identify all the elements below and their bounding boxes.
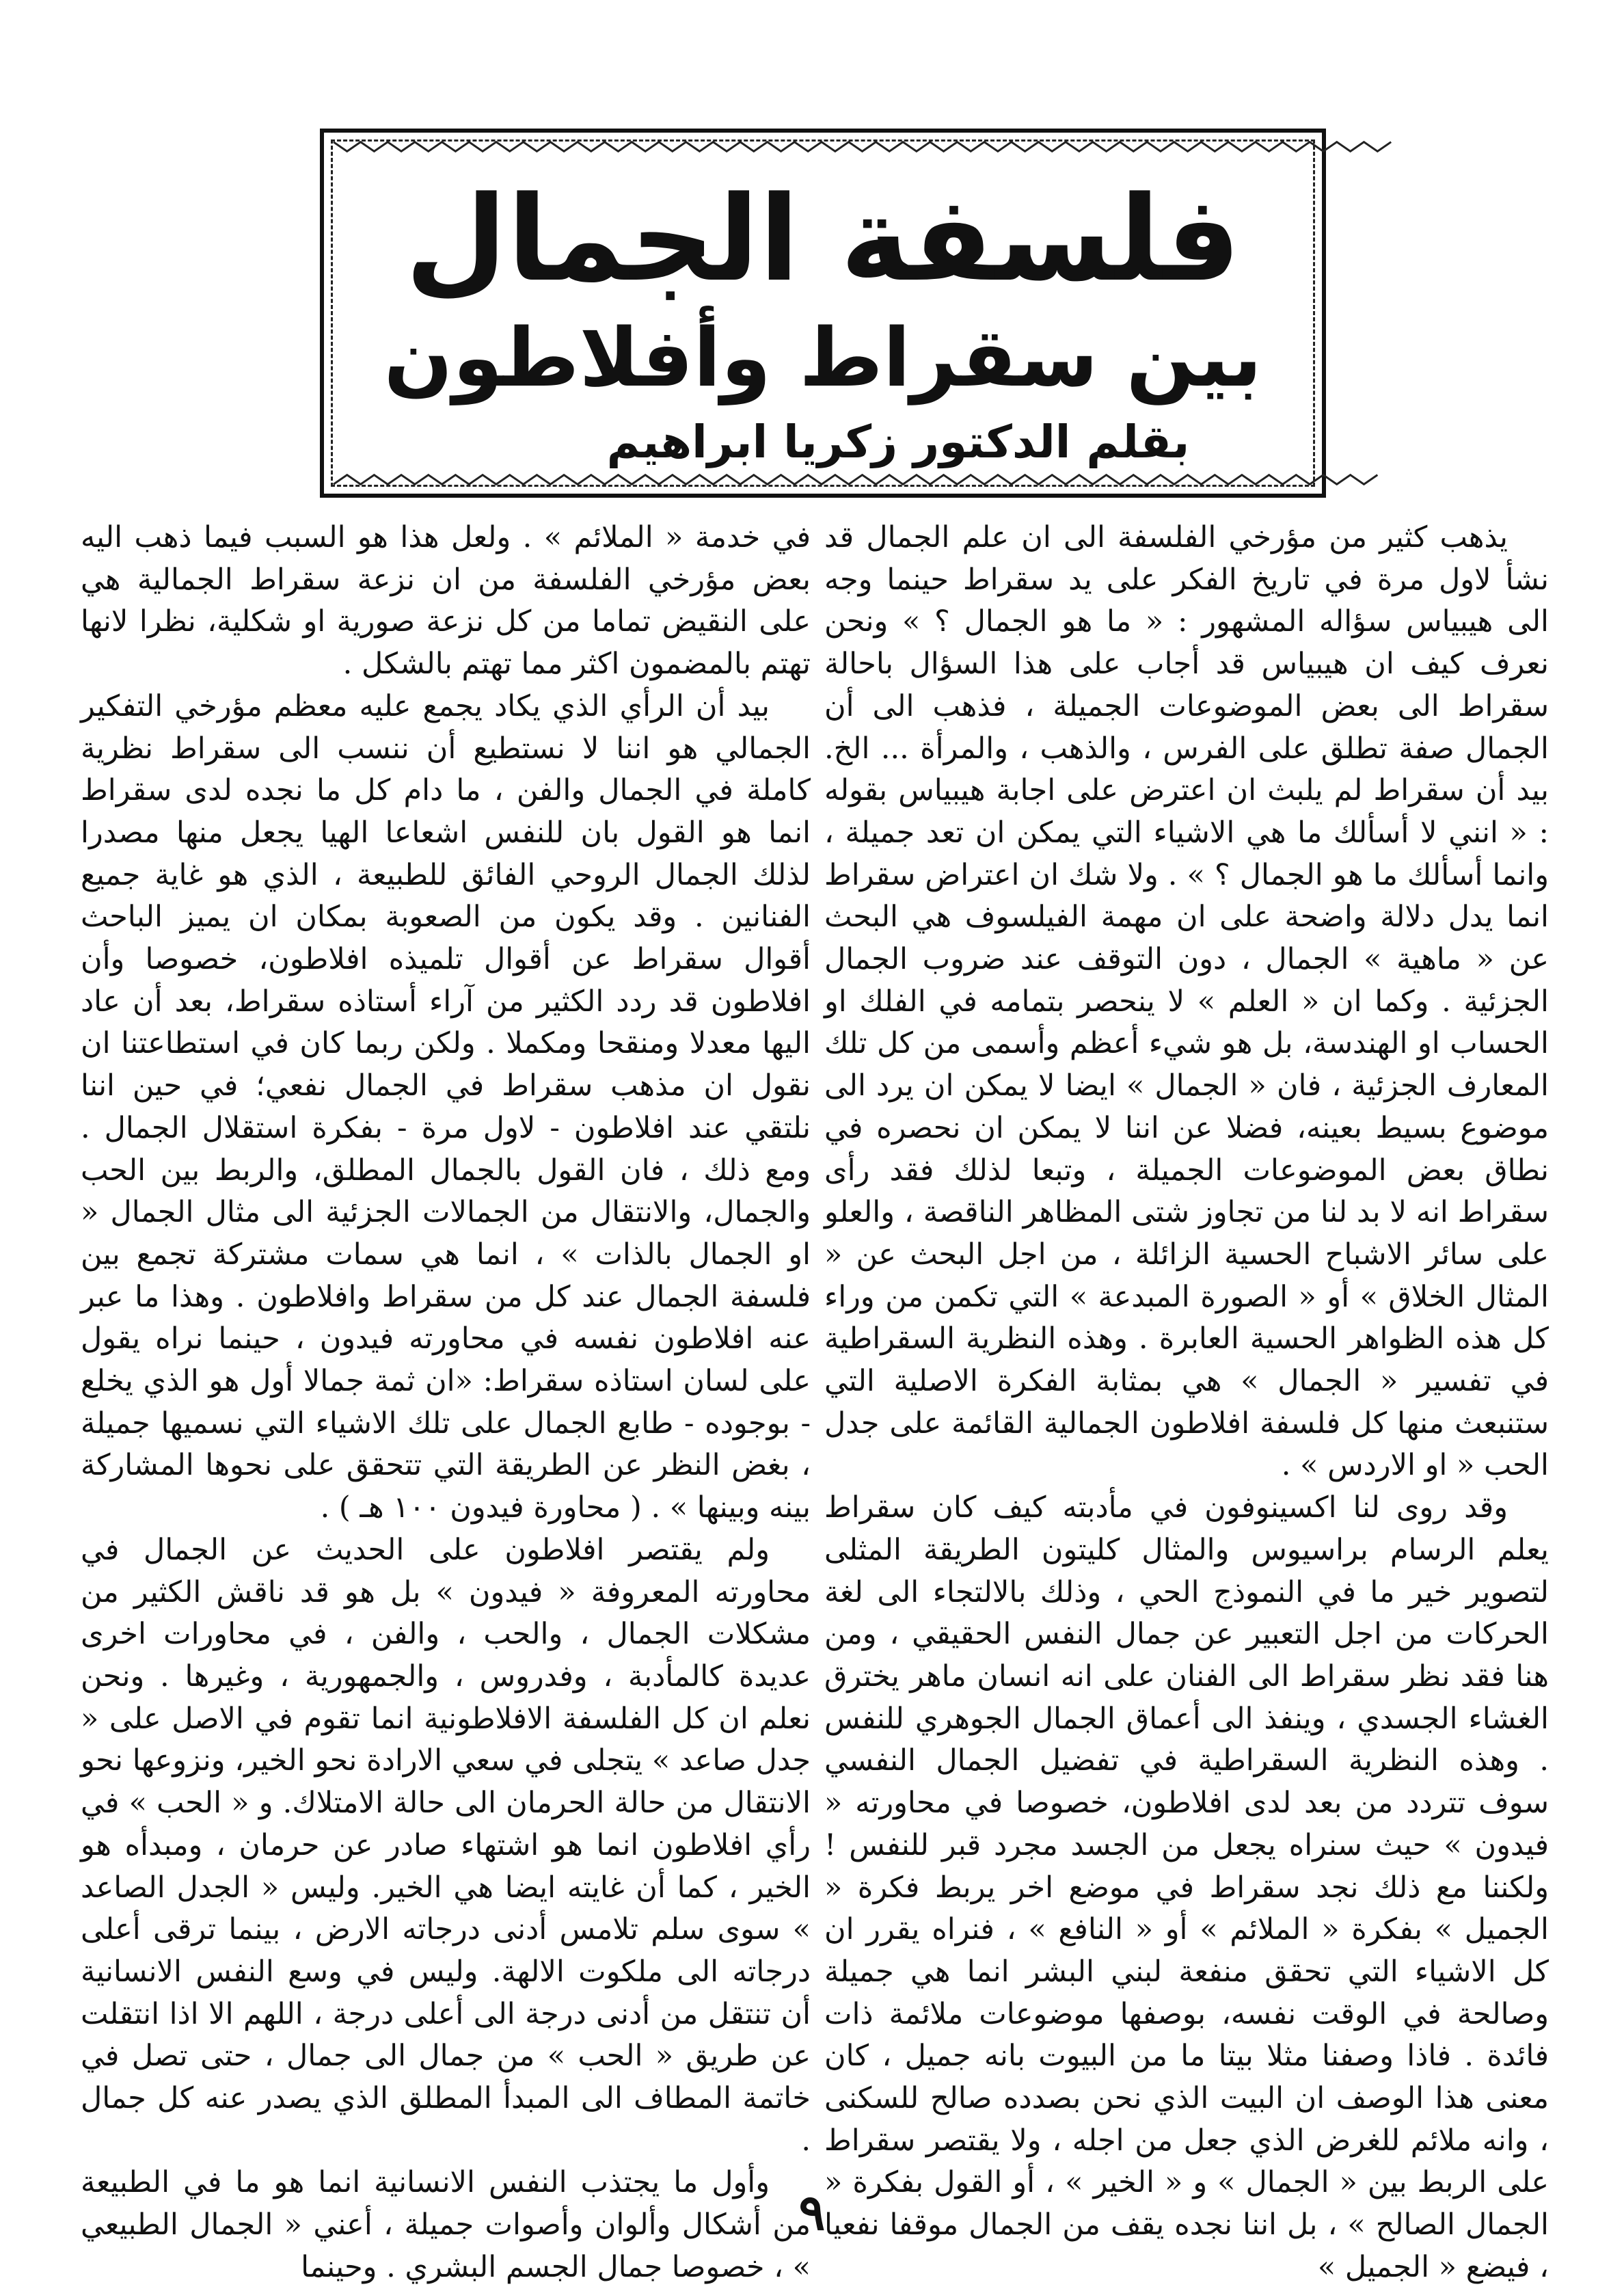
paragraph: وقد روى لنا اكسينوفون في مأدبته كيف كان سقراط يعلم الرسام براسيوس والمثال كليتون الطريقة المثلى لتصوير خير ما في النموذج الحي ، وذلك بالالتجاء الى لغة الحركات من اجل التعبير عن جمال النفس الحقيقي ، ومن هنا فقد نظر سقراط الى الفنان على انه انسان ماهر يخترق الغشاء الجسدي ، وينفذ الى أعماق الجمال الجوهري للنفس . وهذه النظرية السقراطية في تفضيل الجمال النفسي سوف تتردد من بعد لدى افلاطون، خصوصا في محاورته « فيدون » حيث سنراه يجعل من الجسد مجرد قبر للنفس ! ولكننا مع ذلك نجد سقراط في موضع اخر يربط فكرة « الجميل » بفكرة « الملائم » أو « النافع » ، فنراه يقرر ان كل الاشياء التي تحقق منفعة لبني البشر انما هي جميلة وصالحة في الوقت نفسه، بوصفها موضوعات ملائمة ذات فائدة . فاذا وصفنا مثلا بيتا ما من البيوت بانه جميل ، كان معنى هذا الوصف ان البيت الذي نحن بصدده صالح للسكنى ، وانه ملائم للغرض الذي جعل من اجله ، ولا يقتصر سقراط على الربط بين « الجمال » و « الخير » ، أو القول بفكرة « الجمال الصالح » ، بل اننا نجده يقف من الجمال موقفا نفعيا ، فيضع « الجميل » bbox=[824, 1490, 1549, 2284]
paragraph: في خدمة « الملائم » . ولعل هذا هو السبب فيما ذهب اليه بعض مؤرخي الفلسفة من ان نزعة سقراط الجمالية هي على النقيض تماما من كل نزعة صورية او شكلية، نظرا لانها تهتم بالمضمون اكثر مما تهتم بالشكل . bbox=[81, 520, 811, 682]
paragraph: يذهب كثير من مؤرخي الفلسفة الى ان علم الجمال قد نشأ لاول مرة في تاريخ الفكر على يد سقراط حينما وجه الى هيبياس سؤاله المشهور : « ما هو الجمال ؟ » ونحن نعرف كيف ان هيبياس قد أجاب على هذا السؤال باحالة سقراط الى بعض الموضوعات الجميلة ، فذهب الى أن الجمال صفة تطلق على الفرس ، والذهب ، والمرأة ... الخ. بيد أن سقراط لم يلبث ان اعترض على اجابة هيبياس بقوله : « انني لا أسألك ما هي الاشياء التي يمكن ان تعد جميلة ، وانما أسألك ما هو الجمال ؟ » . ولا شك ان اعتراض سقراط انما يدل دلالة واضحة على ان مهمة الفيلسوف هي البحث عن « ماهية » الجمال ، دون التوقف عند ضروب الجمال الجزئية . وكما ان « العلم » لا ينحصر بتمامه في الفلك او الحساب او الهندسة، بل هو شيء أعظم وأسمى من كل تلك المعارف الجزئية ، فان « الجمال » ايضا لا يمكن ان يرد الى موضوع بسيط بعينه، فضلا عن اننا لا يمكن ان نحصره في نطاق بعض الموضوعات الجميلة ، وتبعا لذلك فقد رأى سقراط انه لا بد لنا من تجاوز شتى المظاهر الناقصة ، والعلو على سائر الاشباح الحسية الزائلة ، من اجل البحث عن « المثال الخلاق » أو « الصورة المبدعة » التي تكمن من وراء كل هذه الظواهر الحسية العابرة . وهذه النظرية السقراطية في تفسير « الجمال » هي بمثابة الفكرة الاصلية التي ستنبعث منها كل فلسفة افلاطون الجمالية القائمة على جدل الحب « او الاردس » . bbox=[824, 520, 1549, 1483]
page-number: ٩ bbox=[798, 2183, 826, 2241]
title-frame bbox=[320, 129, 1326, 498]
text-column-left bbox=[81, 517, 811, 2284]
paragraph: وأول ما يجتذب النفس الانسانية انما هو ما في الطبيعة من أشكال وألوان وأصوات جميلة ، أعني « الجمال الطبيعي » ، خصوصا جمال الجسم البشري . وحينما bbox=[81, 2165, 811, 2284]
article-subtitle: بين سقراط وأفلاطون bbox=[383, 310, 1262, 405]
paragraph: بيد أن الرأي الذي يكاد يجمع عليه معظم مؤرخي التفكير الجمالي هو اننا لا نستطيع أن ننسب الى سقراط نظرية كاملة في الجمال والفن ، ما دام كل ما نجده لدى سقراط انما هو القول بان للنفس اشعاعا الهيا يجعل منها مصدرا لذلك الجمال الروحي الفائق للطبيعة ، الذي هو غاية جميع الفنانين . وقد يكون من الصعوبة بمكان ان يميز الباحث أقوال سقراط عن أقوال تلميذه افلاطون، خصوصا وأن افلاطون قد ردد الكثير من آراء أستاذه سقراط، بعد أن عاد اليها معدلا ومنقحا ومكملا . ولكن ربما كان في استطاعتنا ان نقول ان مذهب سقراط في الجمال نفعي؛ في حين اننا نلتقي عند افلاطون - لاول مرة - بفكرة استقلال الجمال . ومع ذلك ، فان القول بالجمال المطلق، والربط بين الحب والجمال، والانتقال من الجمالات الجزئية الى مثال الجمال « او الجمال بالذات » ، انما هي سمات مشتركة تجمع بين فلسفة الجمال عند كل من سقراط وافلاطون . وهذا ما عبر عنه افلاطون نفسه في محاورته فيدون ، حينما نراه يقول على لسان استاذه سقراط: «ان ثمة جمالا أول هو الذي يخلع - بوجوده - طابع الجمال على تلك الاشياء التي نسميها جميلة ، بغض النظر عن الطريقة التي تتحقق على نحوها المشاركة بينه وبينها » . ( محاورة فيدون ١٠٠ هـ ) . bbox=[81, 688, 811, 1525]
article-title: فلسفة الجمال bbox=[405, 170, 1241, 308]
paragraph: ولم يقتصر افلاطون على الحديث عن الجمال في محاورته المعروفة « فيدون » بل هو قد ناقش الكثير من مشكلات الجمال ، والحب ، والفن ، في محاورات اخرى عديدة كالمأدبة ، وفدروس ، والجمهورية ، وغيرها . ونحن نعلم ان كل الفلسفة الافلاطونية انما تقوم في الاصل على « جدل صاعد » يتجلى في سعي الارادة نحو الخير، ونزوعها نحو الانتقال من حالة الحرمان الى حالة الامتلاك. و « الحب » في رأي افلاطون انما هو اشتهاء صادر عن حرمان ، ومبدأه هو الخير ، كما أن غايته ايضا هي الخير. وليس « الجدل الصاعد » سوى سلم تلامس أدنى درجاته الارض ، بينما ترقى أعلى درجاته الى ملكوت الالهة. وليس في وسع النفس الانسانية أن تنتقل من أدنى درجة الى أعلى درجة ، اللهم الا اذا انتقلت عن طريق « الحب » من جمال الى جمال ، حتى تصل في خاتمة المطاف الى المبدأ المطلق الذي يصدر عنه كل جمال . bbox=[81, 1532, 811, 2158]
text-column-right bbox=[824, 517, 1549, 2284]
author-byline: بقلم الدكتور زكريا ابراهيم bbox=[606, 416, 1190, 468]
